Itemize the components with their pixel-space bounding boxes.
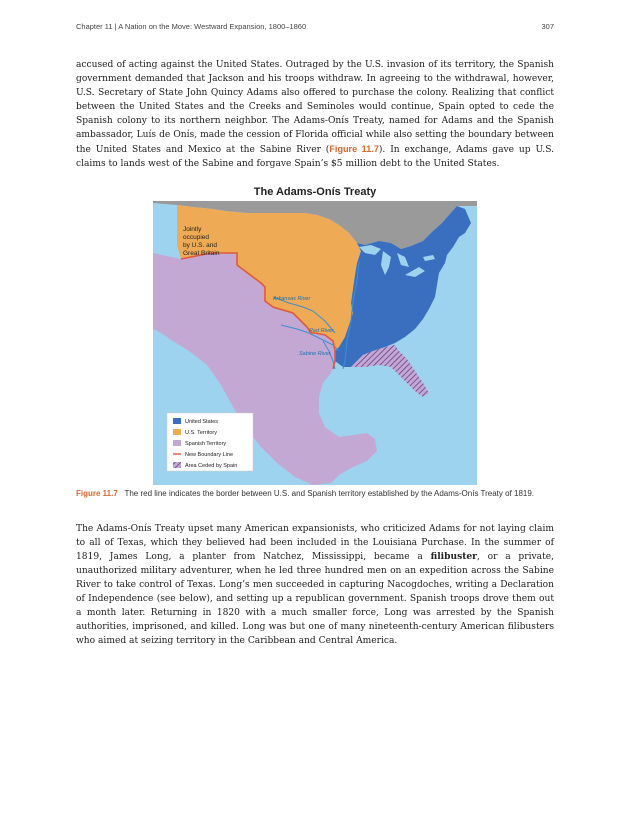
sabine-river-label: Sabine River	[299, 351, 331, 357]
filibuster-term: filibuster	[430, 551, 477, 562]
legend-label-area-ceded: Area Ceded by Spain	[185, 463, 238, 469]
paragraph-2-text-a: The Adams-Onís Treaty upset many American expansionists, who criticized Adams for not laying claim to all of Texas, which they believed had been included in the Louisiana Purchase. In the summer of 1819, James Long, a planter from Natchez, Mississippi, became a	[76, 524, 554, 562]
figure-caption	[76, 488, 554, 499]
figure-caption-text: The red line indicates the border between U.S. and Spanish territory established by the Adams-Onís Treaty of 1819.	[124, 489, 535, 498]
map-legend	[167, 413, 253, 471]
jointly-occupied-label-2: occupied	[183, 234, 210, 241]
legend-swatch-us-territory	[173, 429, 181, 435]
paragraph-2	[76, 522, 554, 648]
jointly-occupied-label-1: Jointly	[183, 226, 202, 233]
jointly-occupied-label-4: Great Britain	[183, 250, 220, 257]
legend-label-us-territory: U.S. Territory	[185, 430, 217, 436]
legend-swatch-area-ceded	[173, 462, 181, 468]
paragraph-1	[76, 58, 554, 171]
paragraph-1-text-b: ). In exchange, Adams gave up U.S. claims to lands west of the Sabine and forgave Spain’s $5 million debt to the United States.	[76, 145, 554, 169]
page-number: 307	[541, 22, 554, 31]
figure-caption-label: Figure 11.7	[76, 489, 118, 498]
figure-reference-link[interactable]: Figure 11.7	[329, 144, 379, 154]
paragraph-2-text-b: , or a private, unauthorized military adventurer, when he led three hundred men on an expedition across the Sabine River to take control of Texas. Long’s men succeeded in capturing Nacogdoches, writing a Declaration of Independence (see below), and setting up a republican government. Spanish troops drove them out a month later. Returning in 1820 with a much smaller force, Long was arrested by the Spanish authorities, imprisoned, and killed. Long was but one of many nineteenth-century American filibusters who aimed at seizing territory in the Caribbean and Central America.	[76, 552, 554, 646]
adams-onis-treaty-map	[153, 201, 477, 485]
red-river-label: Red River	[309, 328, 334, 334]
chapter-title: Chapter 11 | A Nation on the Move: Westward Expansion, 1800–1860	[76, 22, 307, 31]
arkansas-river-label: Arkansas River	[273, 296, 311, 302]
paragraph-1-text-a: accused of acting against the United States. Outraged by the U.S. invasion of its territory, the Spanish government demanded that Jackson and his troops withdraw. In agreeing to the withdrawal, however, U.S. Secretary of State John Quincy Adams also offered to purchase the colony. Realizing that conflict between the United States and the Creeks and Seminoles would continue, Spain opted to cede the Spanish colony to its northern neighbor. The Adams-Onís Treaty, named for Adams and the Spanish ambassador, Luís de Onís, made the cession of Florida official while also setting the boundary between the United States and Mexico at the Sabine River (	[76, 60, 554, 155]
page-header	[76, 22, 554, 36]
jointly-occupied-label-3: by U.S. and	[183, 242, 217, 249]
legend-swatch-united-states	[173, 418, 181, 424]
legend-label-new-boundary: New Boundary Line	[185, 452, 234, 458]
figure-title: The Adams-Onís Treaty	[253, 186, 377, 198]
legend-label-spanish-territory: Spanish Territory	[185, 441, 227, 447]
legend-swatch-spanish-territory	[173, 440, 181, 446]
legend-label-united-states: United States	[185, 419, 219, 425]
